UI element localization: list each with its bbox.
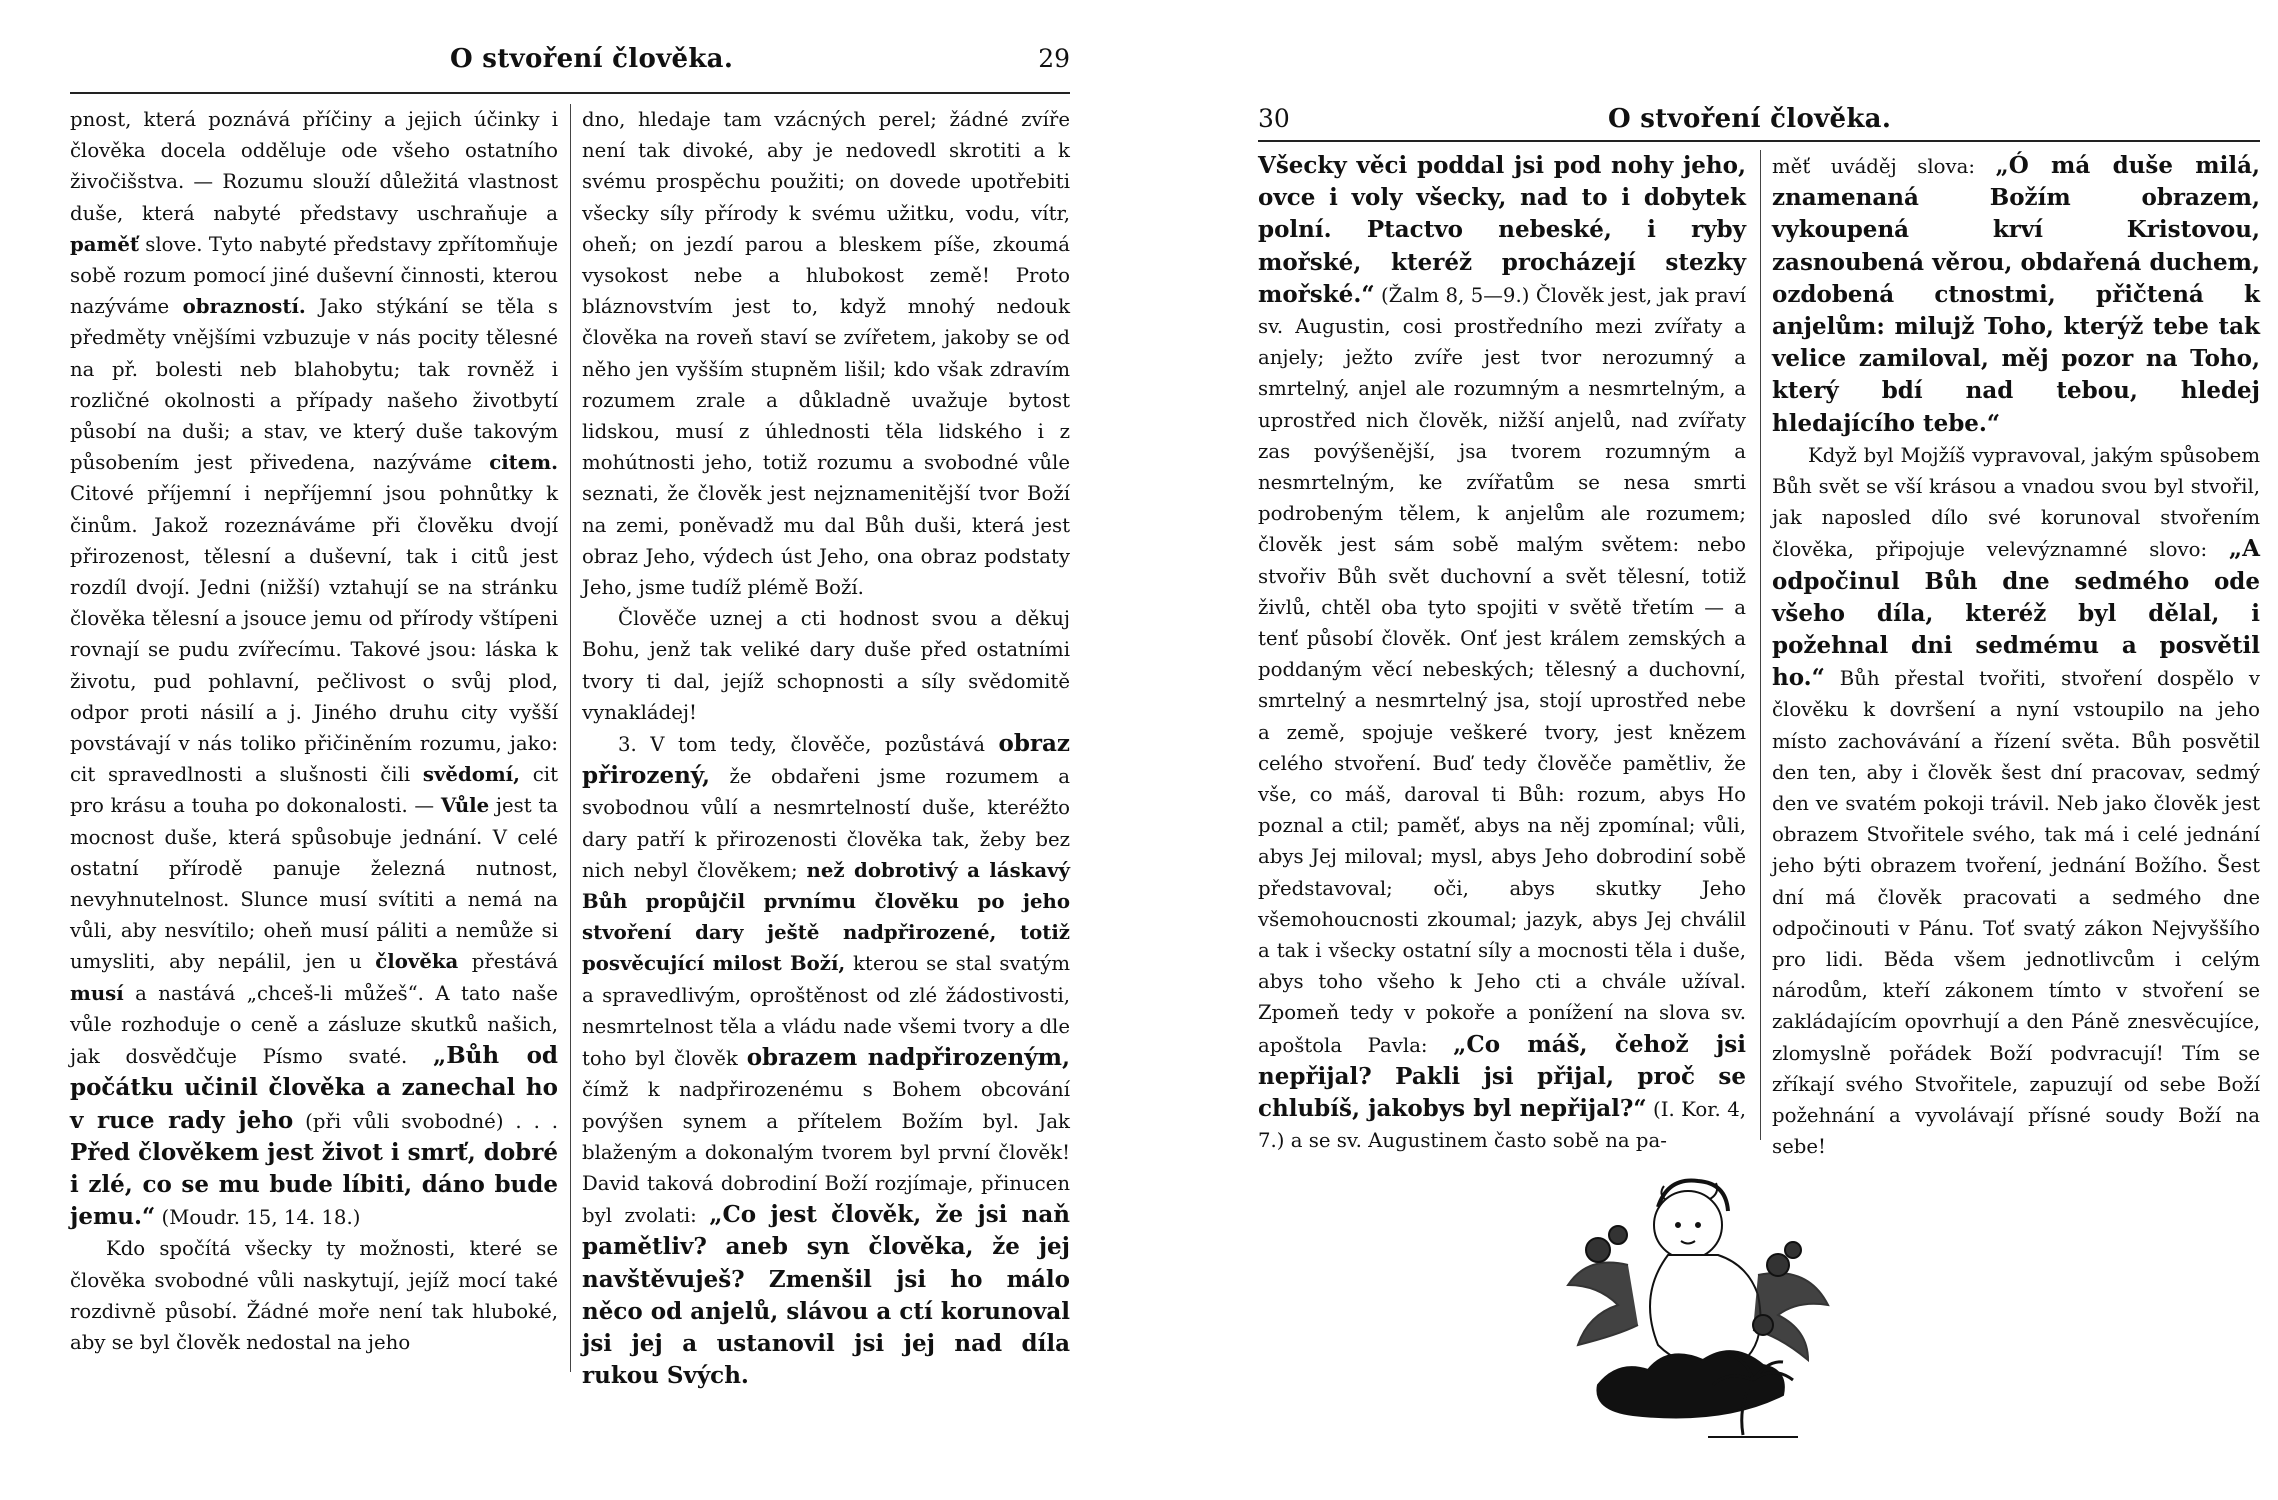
paragraph: měť uváděj slova: „Ó má duše milá, znamenaná Božím obrazem, vykoupená krví Kristovou, zasnoubená věrou, obdařená duchem, ozdobená ctnostmi, přičtená k anjelům: milujž Toho, kterýž tebe tak velice zamiloval, měj pozor na Toho, který bdí nad tebou, hledej hledajícího tebe.“ bbox=[1772, 152, 2260, 437]
header-rule bbox=[70, 92, 1070, 94]
text-column-right bbox=[1772, 150, 2260, 1159]
paragraph: 3. V tom tedy, člověče, pozůstává obraz přirozený, že obdařeni jsme rozumem a svobodnou vůlí a nesmrtelností duše, kteréžto dary patří k přirozenosti člověka tak, žeby bez nich nebyl člověkem; než dobrotivý a láskavý Bůh propůjčil prvnímu člověku po jeho stvoření dary ještě nadpřirozené, totiž posvěcující milost Boží, kterou se stal svatým a spravedlivým, oproštěnost od zlé žádostivosti, nesmrtelnost těla a vládu nade všemi tvory a dle toho byl člověk obrazem nadpřirozeným, čímž k nadpřirozenému s Bohem obcování povýšen synem a přítelem Božím byl. Jak blaženým a dokonalým tvorem byl první člověk! David taková dobrodiní Boží rozjímaje, přinucen byl zvolati: „Co jest člověk, že jsi naň pamětliv? aneb syn člověka, že jej navštěvuješ? Zmenšil jsi ho málo něco od anjelů, slávou a ctí korunoval jsi jej a ustanovil jsi jej nad díla rukou Svých. bbox=[582, 730, 1071, 1390]
cherub-icon bbox=[1538, 1155, 1858, 1455]
running-title: O stvoření člověka. bbox=[450, 44, 734, 74]
right-page-header bbox=[1258, 104, 2260, 144]
text-column-left bbox=[1258, 150, 1746, 1153]
paragraph: pnost, která poznává příčiny a jejich účinky i člověka docela odděluje ode všeho ostatního živočišstva. — Rozumu slouží důležitá vlastnost duše, která nabyté představy uschraňuje a paměť slove. Tyto nabyté představy zpřítomňuje sobě rozum pomocí jiné duševní činnosti, kterou nazýváme obrazností. Jako stýkání se těla s předměty vnějšími vzbuzuje v nás pocity tělesné na př. bolesti neb blahobytu; tak rovněž i rozličné okolnosti a případy našeho životbytí působí na duši; a stav, ve který duše takovým působením jest přivedena, nazýváme citem. Citové příjemní i nepříjemní jsou pohnůtky k činům. Jakož rozeznáváme při člověku dvojí přirozenost, tělesní a duševní, tak i citů jest rozdíl dvojí. Jedni (nižší) vztahují se na stránku člověka tělesní a jsouce jemu od přírody vštípeni rovnají se pudu zvířecímu. Takové jsou: láska k životu, pud pohlavní, pečlivost o svůj plod, odpor proti násilí a j. Jiného druhu city vyšší povstávají v nás toliko přičiněním rozumu, jako: cit spravedlnosti a slušnosti čili svědomí, cit pro krásu a touha po dokonalosti. — Vůle jest ta mocnost duše, která spůsobuje jednání. V celé ostatní přírodě panuje železná nutnost, nevyhnutelnost. Slunce musí svítiti a nemá na vůli, aby nesvítilo; oheň musí páliti a nemůže si umysliti, aby nepálil, jen u člověka přestává musí a nastává „chceš-li můžeš“. A tato naše vůle rozhoduje o ceně a zásluze skutků našich, jak dosvědčuje Písmo svaté. „Bůh od počátku učinil člověka a zanechal ho v ruce rady jeho (při vůli svobodné) . . . Před člověkem jest život i smrť, dobré i zlé, co se mu bude líbiti, dáno bude jemu.“ (Moudr. 15, 14. 18.) bbox=[70, 108, 559, 1231]
right-page bbox=[1258, 0, 2260, 1500]
left-page bbox=[70, 0, 1070, 1500]
paragraph: Kdo spočítá všecky ty možnosti, které se člověka svobodné vůli naskytují, jejíž mocí také rozdivně působí. Žádné moře není tak hluboké, aby se byl člověk nedostal na jeho bbox=[70, 1237, 558, 1354]
text-column-right bbox=[582, 104, 1071, 1390]
column-divider bbox=[570, 104, 571, 1372]
text-column-left bbox=[70, 104, 558, 1374]
paragraph: dno, hledaje tam vzácných perel; žádné zvíře není tak divoké, aby je nedovedl skrotiti a k svému prospěchu použiti; on dovede upotřebiti všecky síly přírody k svému užitku, vodu, vítr, oheň; on jezdí parou a bleskem píše, zkoumá vysokost nebe a hlubokost země! Proto bláznovstvím jest to, když mnohý nedouk člověka na roveň staví se zvířetem, jakoby se od něho jen vyšším stupněm lišil; kdo však zdravím rozumem zrale a důkladně uvažuje bytost lidskou, musí z úhlednosti těla lidského i z mohútnosti jeho, totiž rozumu a svobodné vůle seznati, že člověk jest nejznamenitější tvor Boží na zemi, poněvadž mu dal Bůh duši, která jest obraz Jeho, výdech úst Jeho, ona obraz podstaty Jeho, jsme tudíž plémě Boží. bbox=[582, 108, 1070, 600]
paragraph: Všecky věci poddal jsi pod nohy jeho, ovce i voly všecky, nad to i dobytek polní. Ptactvo nebeské, i ryby mořské, kteréž procházejí stezky mořské.“ (Žalm 8, 5—9.) Člověk jest, jak praví sv. Augustin, cosi prostředního mezi zvířaty a anjely; ježto zvíře jest tvor nerozumný a smrtelný, anjel ale rozumným a nesmrtelným, a uprostřed nich člověk, nižší anjelů, nad zvířaty zas povýšenější, jsa tvorem rozumným a nesmrtelným, ke zvířatům se nesa smrti podrobeným tělem, k anjelům ale rozumem; člověk jest sám sobě malým světem: nebo stvořiv Bůh svět duchovní a svět tělesní, totiž živlů, chtěl oba tyto spojiti v světě třetím — a tenť působí člověk. Onť jest králem zemských a poddaným věcí nebeských; tělesný a duchovní, smrtelný a nesmrtelný jsa, stojí uprostřed nebe a země, spojuje veškeré tvory, jest knězem celého stvoření. Buď tedy člověče pamětliv, že vše, co máš, daroval ti Bůh: rozum, abys Ho poznal a ctil; paměť, abys na něj zpomínal; vůli, abys Jej miloval; mysl, abys Jeho dobrodiní sobě představoval; oči, abys skutky Jeho všemohoucnosti zkoumal; jazyk, abys Jej chválil a tak i všecky ostatní síly a mocnosti těla i duše, abys toho všeho k Jeho cti a chvále užíval. Zpomeň tedy v pokoře a ponížení na slova sv. apoštola Pavla: „Co máš, čehož jsi nepřijal? Pakli jsi přijal, proč se chlubíš, jakobys byl nepřijal?“ (I. Kor. 4, 7.) a se sv. Augustinem často sobě na pa- bbox=[1258, 152, 1746, 1153]
paragraph: Člověče uznej a cti hodnost svou a děkuj Bohu, jenž tak veliké dary duše před ostatními tvory ti dal, jejíž schopnosti a síly svědomitě vynakládej! bbox=[582, 607, 1070, 724]
column-divider bbox=[1760, 150, 1761, 1140]
header-rule bbox=[1258, 140, 2260, 142]
paragraph: Když byl Mojžíš vypravoval, jakým spůsobem Bůh svět se vší krásou a vnadou svou byl stvořil, jak naposled dílo své korunoval stvořením člověka, připojuje velevýznamné slovo: „A odpočinul Bůh dne sedmého ode všeho díla, kteréž byl dělal, i požehnal dni sedmému a posvětil ho.“ Bůh přestal tvořiti, stvoření dospělo v člověku k dovršení a nyní vstoupilo na jeho místo zachovávání a řízení světa. Bůh posvětil den ten, aby i člověk šest dní pracovav, sedmý den ve svatém pokoji trávil. Neb jako člověk jest obrazem Stvořitele svého, tak má i celé jednání jeho býti obrazem tvoření, jednání Božího. Šest dní má člověk pracovati a sedmého dne odpočinouti v Pánu. Toť svatý zákon Nejvyššího pro lidi. Běda všem jednotlivcům i celým národům, kteří zákonem tímto v stvoření se zakládajícím opovrhují a den Páně znesvěcujíce, zlomyslně pořádek Boží podvracují! Tím se zříkají svého Stvořitele, zapuzují od sebe Boží požehnání a vyvolávají přísné soudy Boží na sebe! bbox=[1772, 443, 2260, 1159]
page-number: 30 bbox=[1258, 104, 1290, 133]
page-number: 29 bbox=[1038, 44, 1070, 73]
running-title: O stvoření člověka. bbox=[1608, 104, 1892, 134]
left-page-header bbox=[70, 44, 1070, 84]
